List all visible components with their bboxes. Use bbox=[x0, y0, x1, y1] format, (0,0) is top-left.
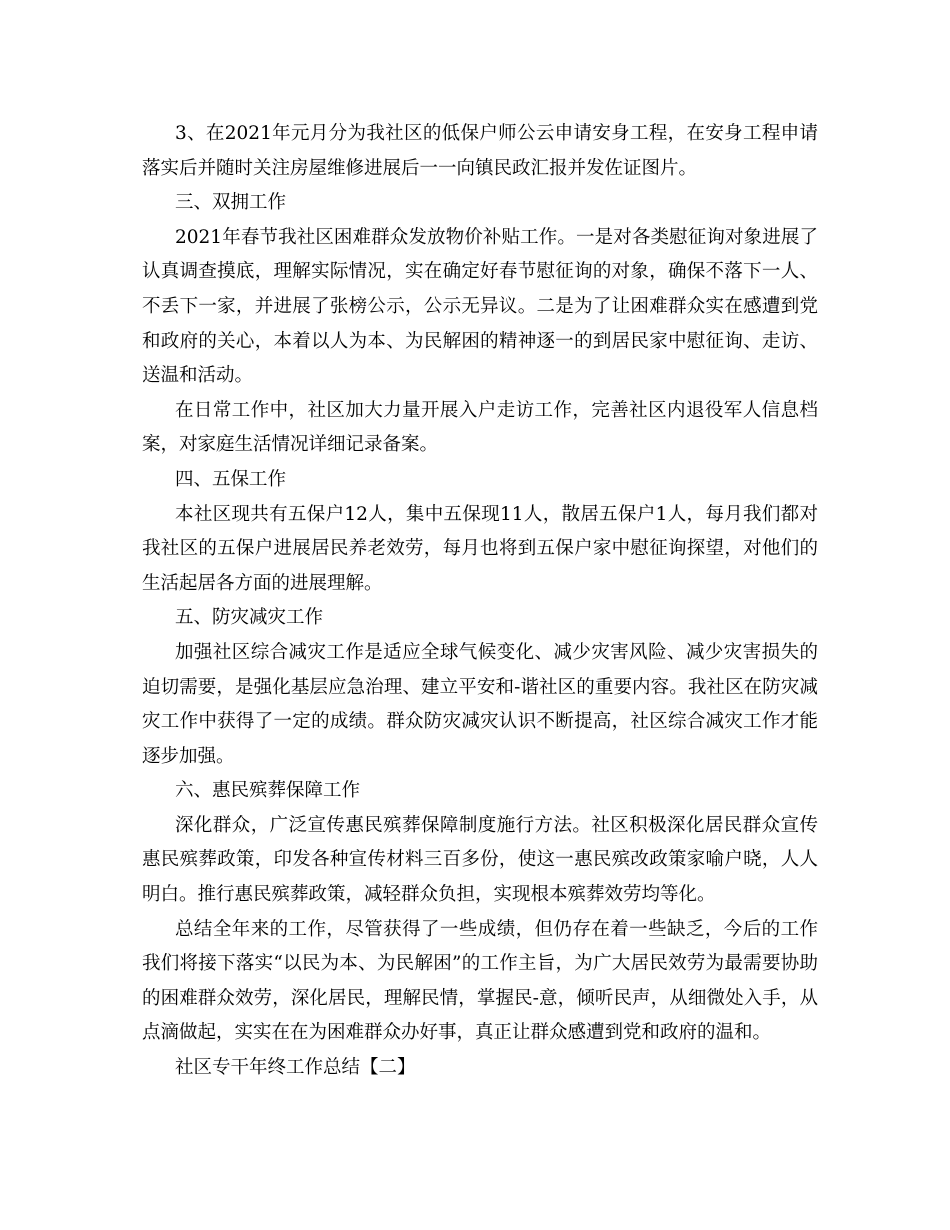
paragraph-annual-summary: 总结全年来的工作，尽管获得了一些成绩，但仍存在着一些缺乏，今后的工作我们将接下落实“以民为本、为民解困”的工作主旨，为广大居民效劳为最需要协助的困难群众效劳，深化居民，理解民情，掌握民-意，倾听民声，从细微处入手，从点滴做起，实实在在为困难群众办好事，真正让群众感遭到党和政府的温和。 bbox=[142, 918, 818, 1044]
heading-five-guarantees: 四、五保工作 bbox=[175, 468, 287, 490]
heading-double-support: 三、双拥工作 bbox=[175, 192, 287, 214]
section-title-part-two: 社区专干年终工作总结【二】 bbox=[175, 1057, 416, 1079]
paragraph-housing-project: 3、在2021年元月分为我社区的低保户师公云申请安身工程，在安身工程申请落实后并随时关注房屋维修进展后一一向镇民政汇报并发佐证图片。 bbox=[142, 123, 818, 179]
heading-funeral-support: 六、惠民殡葬保障工作 bbox=[175, 780, 361, 802]
paragraph-spring-festival-subsidy: 2021年春节我社区困难群众发放物价补贴工作。一是对各类慰征询对象进展了认真调查摸底，理解实际情况，实在确定好春节慰征询的对象，确保不落下一人、不丢下一家，并进展了张榜公示，公示无异议。二是为了让困难群众实在感遭到党和政府的关心，本着以人为本、为民解困的精神逐一的到居民家中慰征询、走访、送温和活动。 bbox=[142, 226, 818, 387]
paragraph-funeral-support: 深化群众，广泛宣传惠民殡葬保障制度施行方法。社区积极深化居民群众宣传惠民殡葬政策，印发各种宣传材料三百多份，使这一惠民殡改政策家喻户晓，人人明白。推行惠民殡葬政策，减轻群众负担，实现根本殡葬效劳均等化。 bbox=[142, 814, 818, 906]
heading-disaster-prevention: 五、防灾减灾工作 bbox=[175, 607, 324, 629]
paragraph-disaster-prevention: 加强社区综合减灾工作是适应全球气候变化、减少灾害风险、减少灾害损失的迫切需要，是强化基层应急治理、建立平安和-谐社区的重要内容。我社区在防灾减灾工作中获得了一定的成绩。群众防灾减灾认识不断提高，社区综合减灾工作才能逐步加强。 bbox=[142, 641, 818, 767]
paragraph-daily-visits: 在日常工作中，社区加大力量开展入户走访工作，完善社区内退役军人信息档案，对家庭生活情况详细记录备案。 bbox=[142, 399, 818, 456]
paragraph-five-guarantees: 本社区现共有五保户12人，集中五保现11人，散居五保户1人，每月我们都对我社区的五保户进展居民养老效劳，每月也将到五保户家中慰征询探望，对他们的生活起居各方面的进展理解。 bbox=[142, 503, 818, 594]
